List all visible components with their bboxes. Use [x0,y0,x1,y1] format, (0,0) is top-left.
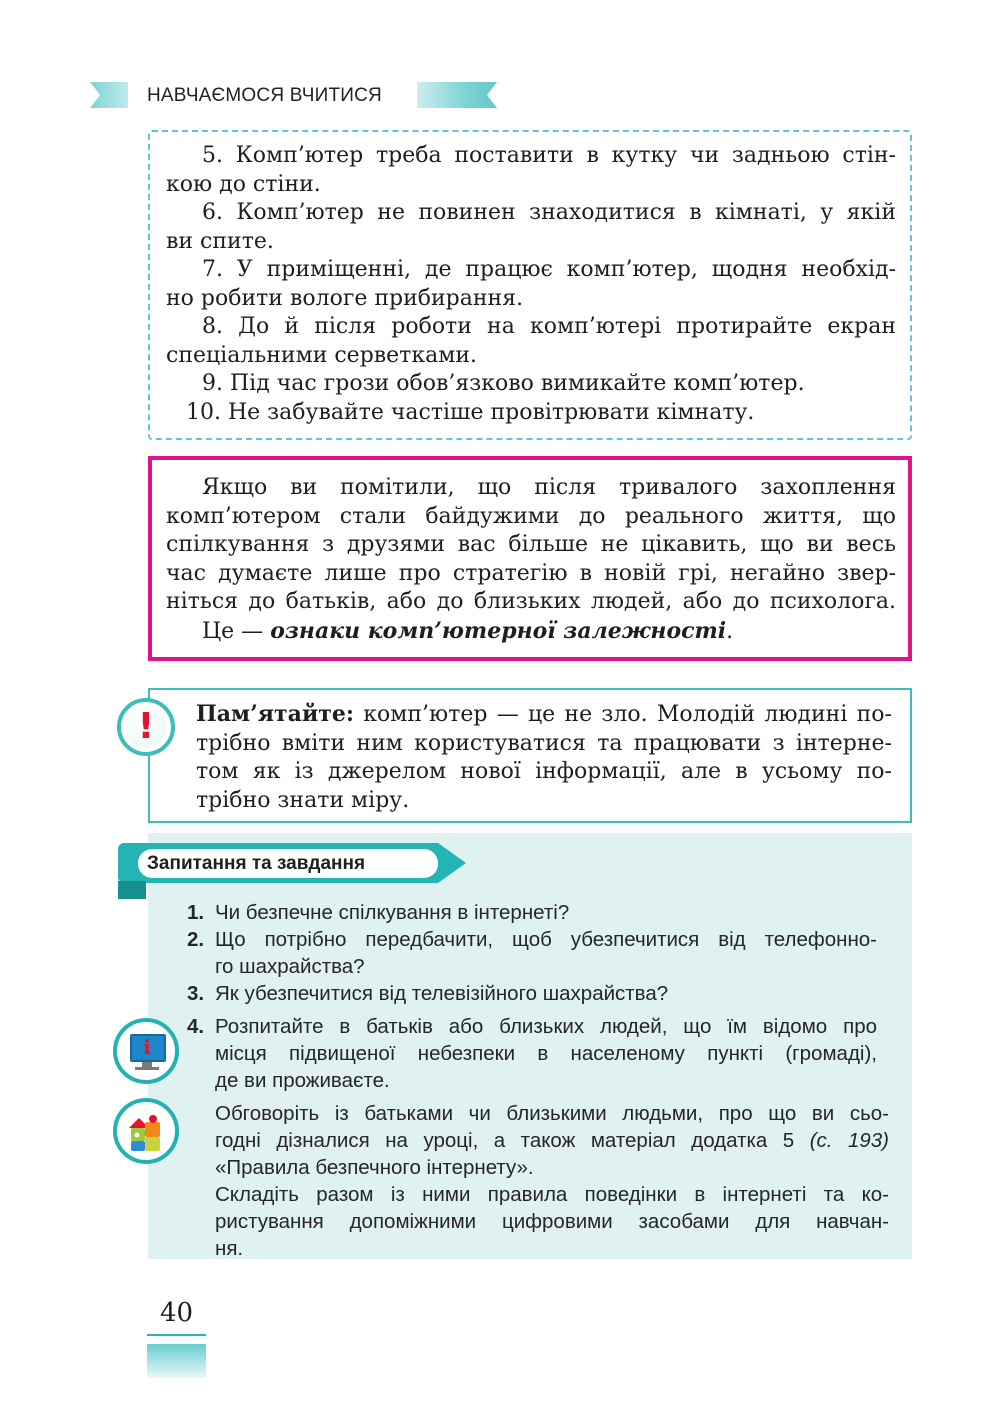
header-title: НАВЧАЄМОСЯ ВЧИТИСЯ [147,85,382,106]
exclamation-icon [117,698,175,756]
running-header [90,80,510,110]
question-text: Чи безпечне спілкування в інтернеті? [215,901,570,924]
warning-line: спілкування з друзями вас більше не цікавить, що ви весь [166,532,896,557]
warning-conclusion [166,617,896,647]
question-text: Розпитайте в батьків або близьких людей, що їм відомо про [215,1015,877,1038]
rules-line: спеціальними серветками. [166,342,477,368]
question-text: місця підвищеної небезпеки в населеному пункті (громаді), [215,1042,877,1065]
warning-line: ніться до батьків, або до близьких людей, або до психолога. [166,589,896,614]
question-number: 2. [187,928,205,951]
question-text: де ви проживаєте. [215,1069,390,1092]
page-number: 40 [160,1298,194,1328]
question-number: 1. [187,901,205,924]
question-text: Як убезпечитися від телевізійного шахрайства? [215,982,669,1005]
rules-line: 6. Комп’ютер не повинен знаходитися в кімнаті, у якій [202,200,896,225]
discussion-paragraph [215,1100,889,1262]
rules-line: 10. Не забувайте частіше провітрювати кімнату. [186,399,755,425]
rules-line: но робити вологе прибирання. [166,285,524,311]
question-text: Що потрібно передбачити, щоб убезпечитися від телефонно- [215,928,877,951]
question-text: го шахрайства? [215,955,365,978]
rules-line: 8. До й після роботи на комп’ютері протирайте екран [202,314,896,339]
dependency-warning-box [148,456,912,661]
warning-suffix: . [726,618,734,644]
questions-heading: Запитання та завдання [138,849,438,878]
paragraph-line: Складіть разом із ними правила поведінки в інтернеті та ко- [215,1183,889,1206]
question-number: 3. [187,982,205,1005]
rules-line: 5. Комп’ютер треба поставити в кутку чи задньою стін- [202,143,896,168]
info-computer-icon [113,1018,179,1084]
paragraph-text: годні дізналися на уроці, а також матеріал додатка 5 [215,1129,810,1152]
rules-line: 9. Під час грози обов’язково вимикайте комп’ютер. [202,371,805,396]
footer-bar [147,1344,206,1378]
rules-line: 7. У приміщенні, де працює комп’ютер, щодня необхід- [202,257,896,282]
remember-box [148,688,912,823]
family-puzzle-graphic [117,1102,175,1160]
rules-line: ви спите. [166,228,274,254]
remember-line [196,700,892,730]
info-glyph: i [143,1035,151,1059]
paragraph-line: «Правила безпечного інтернету». [215,1156,534,1179]
warning-emphasis: ознаки комп’ютерної залежності [270,617,727,644]
paragraph-line [215,1127,889,1154]
remember-lead: Пам’ятайте: [196,701,355,727]
paragraph-line: Обговоріть із батьками чи близькими людьми, про що ви сьо- [215,1102,889,1125]
warning-line: Якщо ви помітили, що після тривалого захоплення [202,475,896,500]
header-ribbon-left [90,82,128,108]
warning-line: час думаєте лише про стратегію в новій грі, негайно звер- [166,560,896,586]
rules-box [148,130,912,440]
remember-line-rest: комп’ютер — це не зло. Молодій людині по- [354,702,892,727]
remember-line: том як із джерелом нової інформації, але в усьому по- [196,759,892,784]
remember-line: трібно знати міру. [196,787,410,813]
remember-line: трібно вміти ним користуватися та працювати з інтерне- [196,730,892,756]
family-puzzle-icon [113,1098,179,1164]
question-number: 4. [187,1015,205,1038]
warning-line: комп’ютером стали байдужими до реального життя, що [166,503,896,529]
warning-prefix: Це — [202,618,271,644]
rules-line: кою до стіни. [166,171,321,197]
page-reference: (с. 193) [809,1129,889,1152]
footer-rule [147,1334,206,1336]
header-ribbon-right [417,82,497,108]
exclamation-glyph: ! [137,706,155,747]
questions-heading-tab [118,843,466,899]
paragraph-line: ня. [215,1237,244,1260]
paragraph-line: ристування допоміжними цифровими засобами для навчан- [215,1210,889,1233]
